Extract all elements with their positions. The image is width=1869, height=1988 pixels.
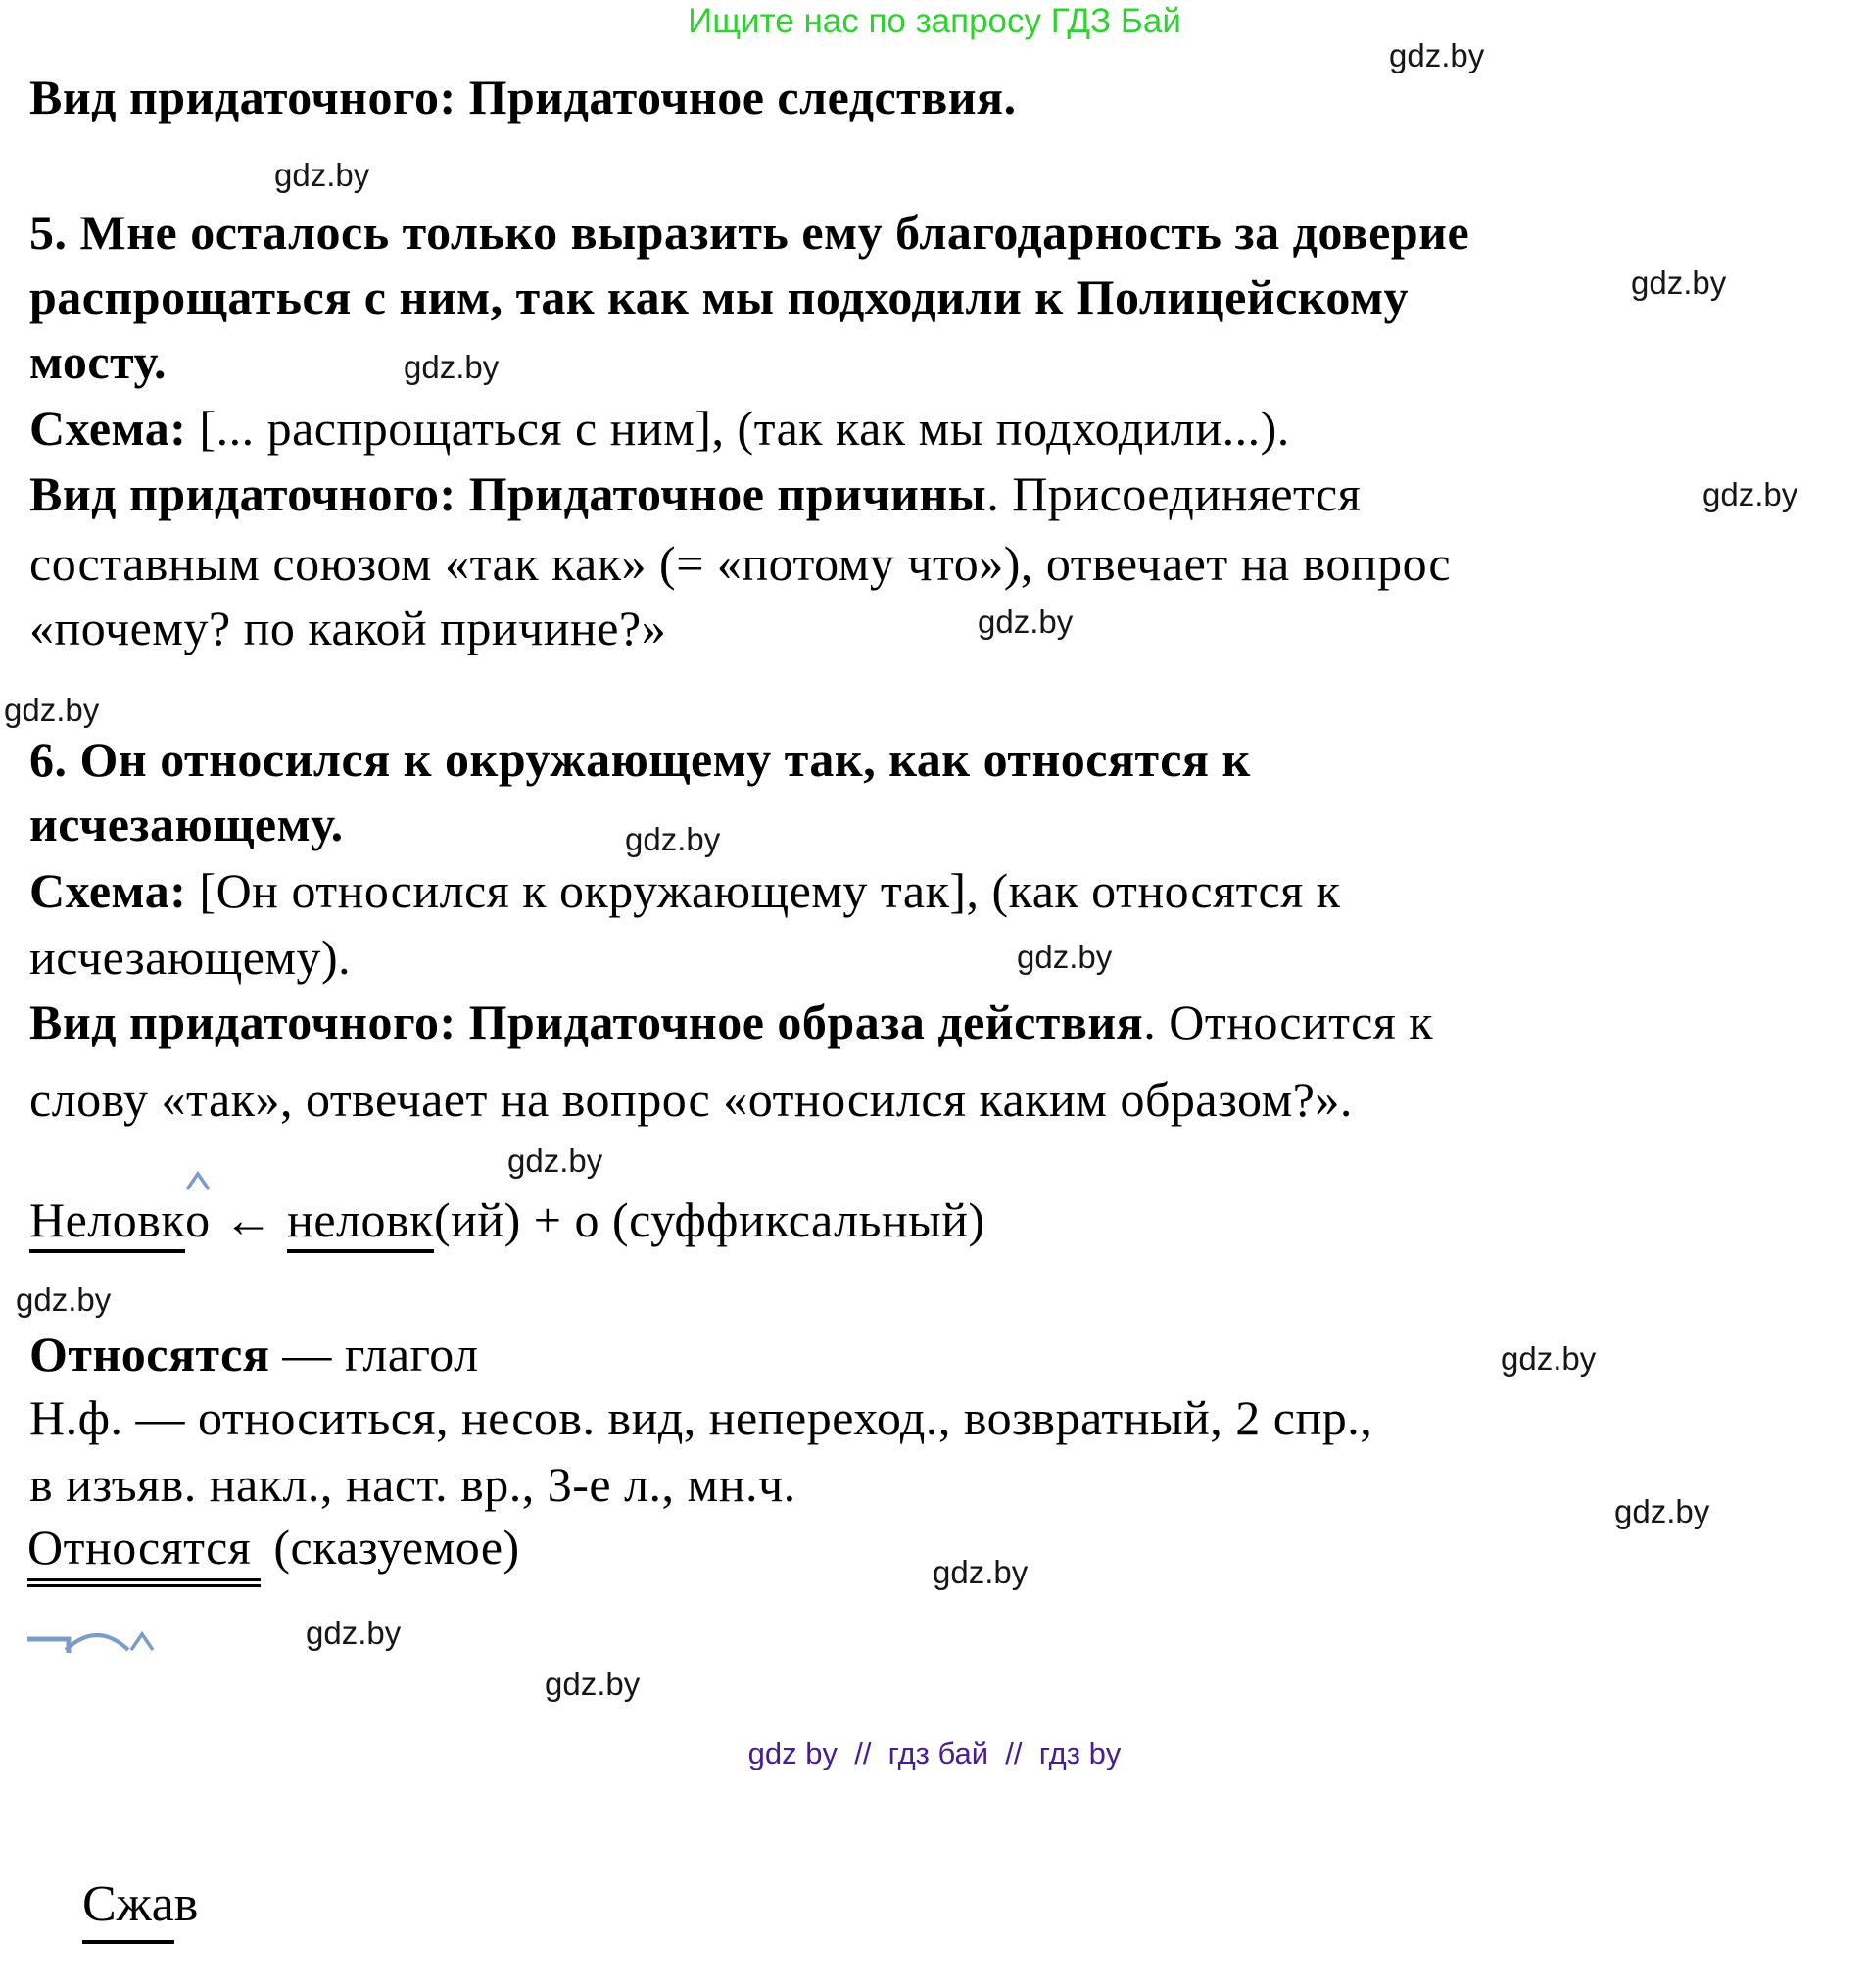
gdz-watermark: gdz.by (1389, 37, 1485, 73)
schema-6-label: Схема: (29, 863, 187, 918)
predicate-role: (сказуемое) (261, 1520, 520, 1575)
schema-5-line (29, 402, 1290, 456)
morph-features-line-1: Н.ф. — относиться, несов. вид, непереход., возвратный, 2 спр., (29, 1390, 1373, 1445)
sjav-underlined-part (82, 1876, 174, 1944)
sentence-6-line-1: 6. Он относился к окружающему так, как относятся к (29, 732, 1251, 787)
clause-type-5-note-line-3: «почему? по какой причине?» (29, 601, 667, 655)
derived-word-stem: Неловк (29, 1192, 185, 1253)
gdz-watermark: gdz.by (1614, 1493, 1710, 1529)
clause-type-6: Вид придаточного: Придаточное образа действия (29, 994, 1144, 1049)
gdz-watermark: gdz.by (404, 349, 500, 385)
sjav-prefix: С (82, 1875, 117, 1932)
promo-banner: Ищите нас по запросу ГДЗ Бай (688, 2, 1181, 40)
clause-type-5-note: . Присоединяется (986, 466, 1362, 521)
gdz-watermark: gdz.by (4, 692, 100, 728)
suffix-caret-icon (183, 1170, 213, 1191)
clause-type-5-line (29, 467, 1361, 521)
sentence-5-line-2: распрощаться с ним, так как мы подходили к Полицейскому (29, 269, 1410, 324)
sjav-suffix: в (173, 1875, 199, 1932)
predicate-line (27, 1521, 520, 1575)
gdz-watermark: gdz.by (978, 604, 1074, 640)
sentence-6-line-2: исчезающему. (29, 797, 344, 851)
footer-sources: gdz by // гдз бай // гдз by (747, 1736, 1122, 1770)
suffix-caret-icon (127, 1630, 157, 1652)
sjav-root: жа (116, 1875, 174, 1932)
gdz-watermark: gdz.by (16, 1282, 112, 1318)
schema-6-line-2: исчезающему). (29, 930, 352, 985)
root-arc-icon (63, 1628, 131, 1652)
sentence-5-line-3: мосту. (29, 334, 167, 389)
clause-type-5-note-line-2: составным союзом «так как» (= «потому что»), отвечает на вопрос (29, 536, 1452, 591)
morph-features-line-2: в изъяв. накл., наст. вр., 3-е л., мн.ч. (29, 1457, 796, 1512)
gdz-watermark: gdz.by (274, 157, 370, 193)
clause-type-6-line (29, 995, 1433, 1049)
predicate-word: Относятся (27, 1520, 261, 1587)
derivation-line (29, 1193, 985, 1247)
morph-word-line (29, 1328, 479, 1382)
clause-type-5: Вид придаточного: Придаточное причины (29, 466, 987, 521)
sjav-word (31, 1652, 198, 1988)
sentence-5-line-1: 5. Мне осталось только выразить ему благодарность за доверие (29, 205, 1470, 260)
schema-6-line-1 (29, 864, 1341, 918)
gdz-watermark: gdz.by (1702, 476, 1798, 512)
gdz-watermark: gdz.by (1631, 265, 1727, 301)
schema-5-body: [... распрощаться с ним], (так как мы подходили...). (186, 401, 1290, 456)
derivation-rest: (ий) + о (суффиксальный) (433, 1192, 985, 1247)
clause-type-4: Вид придаточного: Придаточное следствия. (29, 70, 1017, 124)
clause-type-6-note: . Относится к (1143, 994, 1434, 1049)
derivation-arrow-icon: ← (223, 1192, 274, 1247)
gdz-watermark: gdz.by (306, 1615, 402, 1651)
schema-5-label: Схема: (29, 401, 187, 456)
morph-word-pos: — глагол (269, 1327, 479, 1382)
gdz-watermark: gdz.by (545, 1666, 641, 1702)
clause-type-6-note-line-2: слову «так», отвечает на вопрос «относился каким образом?». (29, 1072, 1353, 1127)
gdz-watermark: gdz.by (933, 1554, 1029, 1590)
gdz-watermark: gdz.by (1501, 1340, 1597, 1377)
gdz-watermark: gdz.by (507, 1142, 603, 1179)
gdz-watermark: gdz.by (625, 821, 721, 857)
gdz-watermark: gdz.by (1017, 939, 1113, 975)
derived-word-suffix: о (185, 1193, 211, 1247)
morph-word: Относятся (29, 1327, 270, 1382)
base-word-stem: неловк (287, 1192, 434, 1253)
schema-6-body: [Он относился к окружающему так], (как относятся к (186, 863, 1341, 918)
